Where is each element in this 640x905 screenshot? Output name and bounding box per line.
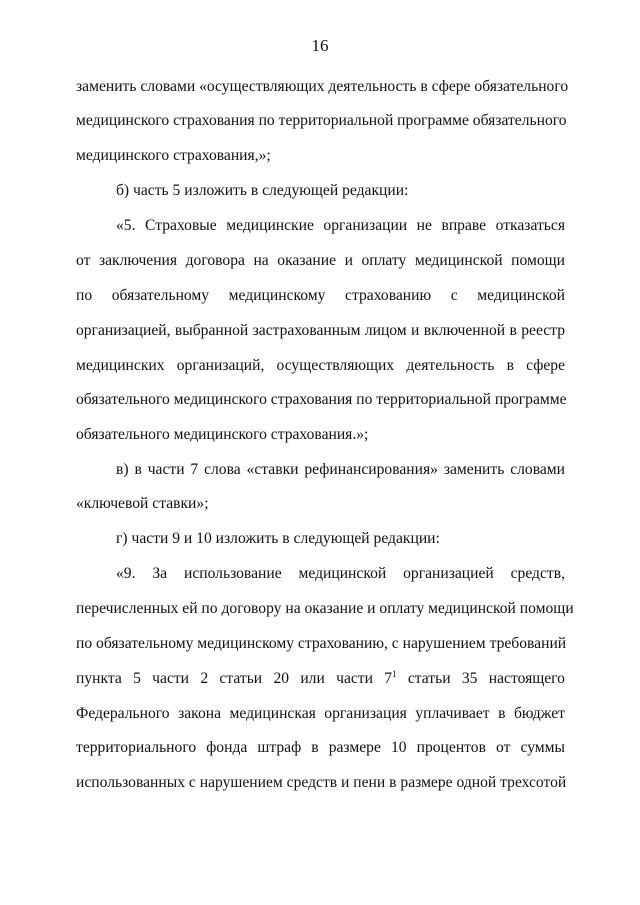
text-fragment: статьи 35 настоящего: [396, 670, 565, 687]
text-line: обязательного медицинского страхования по территориальной программе: [76, 391, 567, 408]
page-number: 16: [311, 36, 329, 55]
text-line: обязательного медицинского страхования.»;: [76, 426, 369, 443]
text-line: [76, 669, 565, 689]
text-line: «ключевой ставки»;: [76, 495, 209, 512]
text-line: медицинского страхования по территориальной программе обязательного: [76, 112, 567, 129]
text-line: Федерального закона медицинская организация уплачивает в бюджет: [76, 705, 565, 722]
text-line: медицинских организаций, осуществляющих деятельность в сфере: [76, 357, 565, 374]
text-line: использованных с нарушением средств и пени в размере одной трехсотой: [76, 774, 567, 791]
text-line: «5. Страховые медицинские организации не вправе отказаться: [116, 217, 565, 234]
text-line: по обязательному медицинскому страхованию с медицинской: [76, 287, 565, 304]
text-line: в) в части 7 слова «ставки рефинансирования» заменить словами: [116, 461, 565, 478]
text-line: перечисленных ей по договору на оказание и оплату медицинской помощи: [76, 600, 574, 617]
superscript: 1: [392, 668, 397, 679]
text-line: организацией, выбранной застрахованным лицом и включенной в реестр: [76, 322, 565, 339]
text-line: по обязательному медицинскому страхованию, с нарушением требований: [76, 635, 567, 652]
text-line: от заключения договора на оказание и оплату медицинской помощи: [76, 252, 565, 269]
text-line: «9. За использование медицинской организацией средств,: [116, 565, 565, 582]
text-line: заменить словами «осуществляющих деятельность в сфере обязательного: [76, 78, 569, 95]
text-line: медицинского страхования,»;: [76, 147, 271, 164]
text-line: г) части 9 и 10 изложить в следующей редакции:: [116, 530, 440, 547]
text-line: б) часть 5 изложить в следующей редакции:: [116, 182, 409, 199]
text-line: территориального фонда штраф в размере 10 процентов от суммы: [76, 739, 565, 756]
text-fragment: пункта 5 части 2 статьи 20 или части 7: [76, 670, 393, 687]
